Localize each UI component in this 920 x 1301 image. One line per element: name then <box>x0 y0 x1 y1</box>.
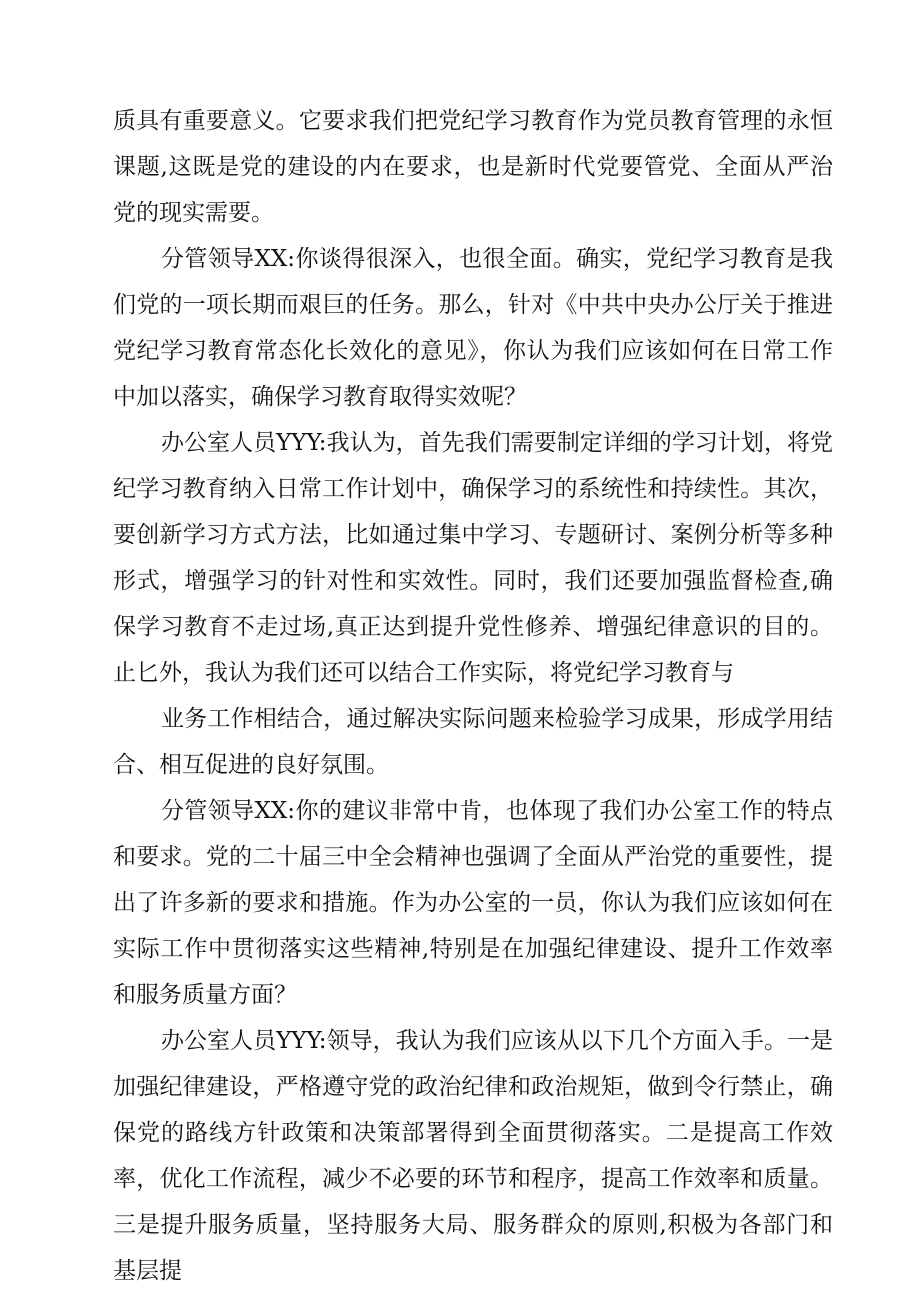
paragraph-1: 质具有重要意义。它要求我们把党纪学习教育作为党员教育管理的永恒课题,这既是党的建设的内在要求，也是新时代党要管党、全面从严治党的现实需要。 <box>113 108 833 226</box>
paragraph-3: 办公室人员YYY:我认为，首先我们需要制定详细的学习计划，将党纪学习教育纳入日常工作计划中，确保学习的系统性和持续性。其次，要创新学习方式方法，比如通过集中学习、专题研讨、案例分析等多种形式，增强学习的针对性和实效性。同时，我们还要加强监督检查,确保学习教育不走过场,真正达到提升党性修养、增强纪律意识的目的。止匕外，我认为我们还可以结合工作实际，将党纪学习教育与 <box>113 430 833 686</box>
paragraph-6: 办公室人员YYY:领导，我认为我们应该从以下几个方面入手。一是加强纪律建设，严格遵守党的政治纪律和政治规矩，做到令行禁止，确保党的路线方针政策和决策部署得到全面贯彻落实。二是提高工作效率，优化工作流程，减少不必要的环节和程序，提高工作效率和质量。三是提升服务质量，坚持服务大局、服务群众的原则,积极为各部门和基层提 <box>113 1028 833 1284</box>
paragraph-5: 分管领导XX:你的建议非常中肯，也体现了我们办公室工作的特点和要求。党的二十届三中全会精神也强调了全面从严治党的重要性，提出了许多新的要求和措施。作为办公室的一员，你认为我们应该如何在实际工作中贯彻落实这些精神,特别是在加强纪律建设、提升工作效率和服务质量方面？ <box>113 798 833 1008</box>
paragraph-2: 分管领导XX:你谈得很深入，也很全面。确实，党纪学习教育是我们党的一项长期而艰巨的任务。那么，针对《中共中央办公厅关于推进党纪学习教育常态化长效化的意见》，你认为我们应该如何在日常工作中加以落实，确保学习教育取得实效呢？ <box>113 246 833 410</box>
paragraph-4: 业务工作相结合，通过解决实际问题来检验学习成果，形成学用结合、相互促进的良好氛围。 <box>113 706 833 778</box>
document-body <box>113 98 833 1294</box>
